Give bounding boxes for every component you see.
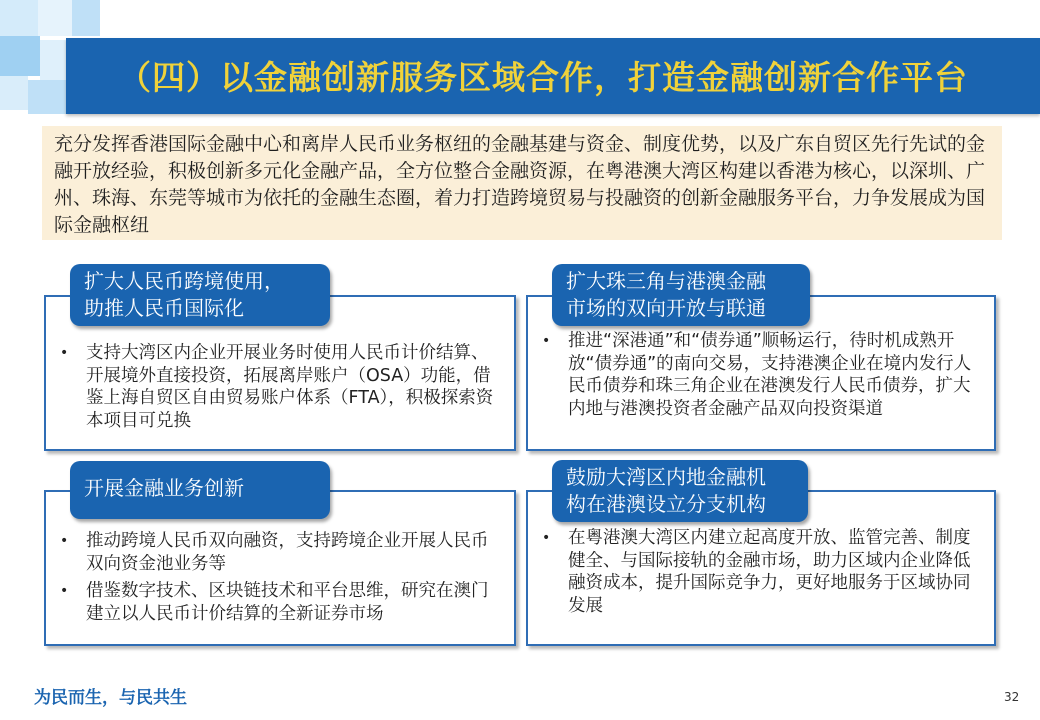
decor-square [0, 0, 38, 36]
footer-slogan: 为民而生，与民共生 [34, 688, 187, 708]
bullet-text: 推进“深港通”和“债券通”顺畅运行，待时机成熟开放“债券通”的南向交易，支持港澳企业在境内发行人民币债券和珠三角企业在港澳发行人民币债券，扩大内地与港澳投资者金融产品双向投资渠道 [568, 331, 972, 419]
panel-heading-business-innovation [70, 461, 330, 519]
panel-heading-line: 市场的双向开放与联通 [566, 296, 766, 320]
bullet-text: 在粤港澳大湾区内建立起高度开放、监管完善、制度健全、与国际接轨的金融市场，助力区域内企业降低融资成本，提升国际竞争力，更好地服务于区域协同发展 [568, 528, 971, 616]
decor-square [0, 36, 40, 76]
list-item [538, 527, 982, 617]
panel-bullet-list [538, 527, 982, 622]
panel-heading-line: 开展金融业务创新 [84, 476, 244, 500]
bullet-icon: • [60, 583, 69, 599]
bullet-icon: • [60, 345, 69, 361]
panel-heading-line: 鼓励大湾区内地金融机 [566, 465, 766, 489]
decor-square [0, 76, 28, 110]
panel-heading-branch-establishment [552, 460, 808, 522]
panel-heading-line: 扩大珠三角与港澳金融 [566, 269, 766, 293]
panel-heading-line: 扩大人民币跨境使用， [84, 269, 284, 293]
panel-heading-line: 助推人民币国际化 [84, 296, 244, 320]
panel-heading-market-opening [552, 264, 810, 326]
bullet-text: 支持大湾区内企业开展业务时使用人民币计价结算、开展境外直接投资，拓展离岸账户（OSA）功能，借鉴上海自贸区自由贸易账户体系（FTA），积极探索资本项目可兑换 [86, 343, 494, 431]
intro-paragraph: 充分发挥香港国际金融中心和离岸人民币业务枢纽的金融基建与资金、制度优势，以及广东自贸区先行先试的金融开放经验，积极创新多元化金融产品，全方位整合金融资源，在粤港澳大湾区构建以香港为核心，以深圳、广州、珠海、东莞等城市为依托的金融生态圈，着力打造跨境贸易与投融资的创新金融服务平台，力争发展成为国际金融枢纽 [42, 126, 1002, 240]
bullet-icon: • [542, 530, 551, 546]
bullet-text: 借鉴数字技术、区块链技术和平台思维，研究在澳门建立以人民币计价结算的全新证券市场 [86, 581, 489, 624]
bullet-icon: • [542, 333, 551, 349]
list-item [56, 342, 502, 432]
decor-square [38, 0, 72, 36]
panel-bullet-list [538, 330, 982, 425]
list-item [538, 330, 982, 420]
bullet-text: 推动跨境人民币双向融资，支持跨境企业开展人民币双向资金池业务等 [86, 531, 489, 574]
panel-bullet-list [56, 530, 502, 630]
bullet-icon: • [60, 533, 69, 549]
page-title: （四）以金融创新服务区域合作，打造金融创新合作平台 [118, 58, 968, 97]
list-item [56, 580, 502, 625]
decor-square [28, 80, 68, 114]
panel-heading-line: 构在港澳设立分支机构 [566, 492, 766, 516]
panel-heading-rmb-cross-border [70, 264, 330, 326]
decor-square [72, 0, 100, 36]
list-item [56, 530, 502, 575]
page-number: 32 [1004, 690, 1020, 704]
panel-bullet-list [56, 342, 502, 437]
